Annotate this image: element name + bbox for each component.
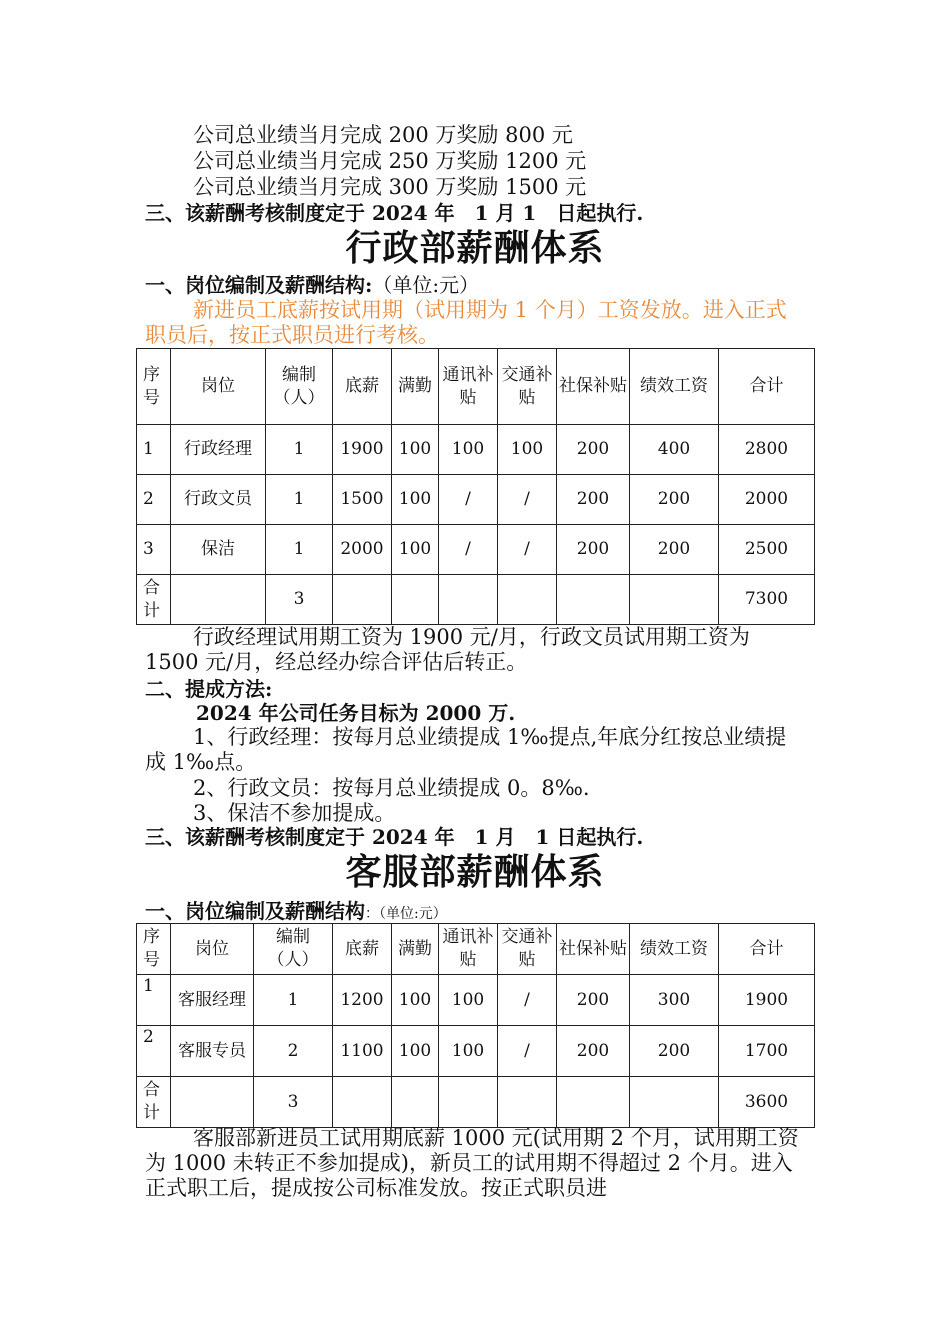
cs-title: 客服部薪酬体系 xyxy=(345,851,605,893)
table-cell: 200 xyxy=(630,1026,719,1077)
bonus-line-3: 公司总业绩当月完成 300 万奖励 1500 元 xyxy=(193,175,587,199)
admin-section1-label: 一、岗位编制及薪酬结构: xyxy=(145,273,373,297)
table-cell: 2 xyxy=(137,475,171,525)
table-cell: 7300 xyxy=(719,575,815,625)
header-cell: 交通补贴 xyxy=(498,349,557,425)
header-cell: 合计 xyxy=(719,349,815,425)
cs-section1-unit: ：（单位:元） xyxy=(365,906,447,922)
table-cell: 200 xyxy=(630,525,719,575)
table-cell: 行政经理 xyxy=(171,425,266,475)
table-cell: / xyxy=(498,975,557,1026)
admin-target: 2024 年公司任务目标为 2000 万. xyxy=(196,701,516,725)
table-cell: 200 xyxy=(557,425,630,475)
header-cell: 岗位 xyxy=(171,924,254,975)
header-cell: 绩效工资 xyxy=(630,924,719,975)
header-cell: 编制（人） xyxy=(266,349,333,425)
table-header-row xyxy=(137,349,815,425)
table-cell: 1700 xyxy=(719,1026,815,1077)
table-cell: 100 xyxy=(392,475,439,525)
header-cell: 岗位 xyxy=(171,349,266,425)
table-total-row xyxy=(137,1077,815,1128)
table-cell: / xyxy=(439,475,498,525)
header-cell: 满勤 xyxy=(392,924,439,975)
table-cell: / xyxy=(498,525,557,575)
admin-probation-paragraph: 行政经理试用期工资为 1900 元/月，行政文员试用期工资为 1500 元/月，经总经办综合评估后转正。 xyxy=(145,625,750,674)
table-total-row xyxy=(137,575,815,625)
table-cell xyxy=(557,1077,630,1128)
table-cell: / xyxy=(498,1026,557,1077)
header-cell: 底薪 xyxy=(333,924,392,975)
header-cell: 底薪 xyxy=(333,349,392,425)
header-cell: 社保补贴 xyxy=(557,924,630,975)
header-cell: 绩效工资 xyxy=(630,349,719,425)
table-cell xyxy=(392,575,439,625)
table-cell: 3 xyxy=(254,1077,333,1128)
table-cell: 1100 xyxy=(333,1026,392,1077)
table-header-row xyxy=(137,924,815,975)
table-cell xyxy=(392,1077,439,1128)
table-cell xyxy=(630,1077,719,1128)
table-cell: 1 xyxy=(266,425,333,475)
table-row xyxy=(137,1026,815,1077)
admin-salary-table xyxy=(136,348,815,625)
header-cell: 序号 xyxy=(137,349,171,425)
table-cell xyxy=(333,575,392,625)
table-row xyxy=(137,975,815,1026)
table-cell: 合计 xyxy=(137,575,171,625)
admin-section1-unit: （单位:元） xyxy=(372,273,480,297)
table-cell: 行政文员 xyxy=(171,475,266,525)
table-cell: 2800 xyxy=(719,425,815,475)
table-cell: 100 xyxy=(392,525,439,575)
table-cell: 2500 xyxy=(719,525,815,575)
table-cell: 保洁 xyxy=(171,525,266,575)
table-cell: 合计 xyxy=(137,1077,171,1128)
table-cell: 客服经理 xyxy=(171,975,254,1026)
table-cell: 2000 xyxy=(333,525,392,575)
table-cell: 100 xyxy=(439,425,498,475)
table-cell: 1 xyxy=(254,975,333,1026)
table-cell xyxy=(630,575,719,625)
table-cell: 客服专员 xyxy=(171,1026,254,1077)
table-cell: 100 xyxy=(392,425,439,475)
table-cell: 100 xyxy=(439,1026,498,1077)
table-cell xyxy=(498,1077,557,1128)
table-cell: 3 xyxy=(266,575,333,625)
admin-item-3: 3、保洁不参加提成。 xyxy=(193,801,396,825)
cs-probation-paragraph: 客服部新进员工试用期底薪 1000 元(试用期 2 个月，试用期工资为 1000 未转正不参加提成)，新员工的试用期不得超过 2 个月。进入正式职工后，提成按公司标准发放。按正式职员进 xyxy=(145,1126,799,1200)
table-cell: / xyxy=(498,475,557,525)
table-cell: 3600 xyxy=(719,1077,815,1128)
header-cell: 合计 xyxy=(719,924,815,975)
admin-section2-heading: 二、提成方法: xyxy=(145,677,273,701)
table-cell: 200 xyxy=(557,525,630,575)
bonus-line-2: 公司总业绩当月完成 250 万奖励 1200 元 xyxy=(193,149,587,173)
table-row xyxy=(137,425,815,475)
table-cell: 1 xyxy=(137,975,171,1026)
table-cell xyxy=(333,1077,392,1128)
table-cell: 100 xyxy=(392,1026,439,1077)
table-cell: 100 xyxy=(392,975,439,1026)
bonus-line-1: 公司总业绩当月完成 200 万奖励 800 元 xyxy=(193,123,573,147)
admin-section3-heading: 三、该薪酬考核制度定于 2024 年 1 月 1 日起执行. xyxy=(145,825,644,849)
header-cell: 交通补贴 xyxy=(498,924,557,975)
table-cell: 2 xyxy=(137,1026,171,1077)
table-cell: 1 xyxy=(266,525,333,575)
table-cell: 1 xyxy=(137,425,171,475)
table-cell: 1900 xyxy=(719,975,815,1026)
table-row xyxy=(137,475,815,525)
table-cell: 1200 xyxy=(333,975,392,1026)
table-row xyxy=(137,525,815,575)
table-cell: 200 xyxy=(630,475,719,525)
table-cell: 400 xyxy=(630,425,719,475)
table-cell: 200 xyxy=(557,1026,630,1077)
header-cell: 满勤 xyxy=(392,349,439,425)
header-cell: 社保补贴 xyxy=(557,349,630,425)
table-cell xyxy=(171,575,266,625)
admin-item-1: 1、行政经理：按每月总业绩提成 1‰提点,年底分红按总业绩提成 1‰点。 xyxy=(145,725,787,774)
admin-item-2: 2、行政文员：按每月总业绩提成 0。8‰. xyxy=(193,776,590,800)
table-cell xyxy=(439,575,498,625)
header-cell: 通讯补贴 xyxy=(439,349,498,425)
admin-title: 行政部薪酬体系 xyxy=(345,227,605,269)
table-cell: / xyxy=(439,525,498,575)
table-cell xyxy=(439,1077,498,1128)
cs-salary-table xyxy=(136,923,815,1128)
table-cell xyxy=(557,575,630,625)
table-cell: 1 xyxy=(266,475,333,525)
admin-note: 新进员工底薪按试用期（试用期为 1 个月）工资发放。进入正式职员后，按正式职员进行考核。 xyxy=(145,298,787,347)
admin-section1-heading xyxy=(145,272,479,298)
table-cell: 2 xyxy=(254,1026,333,1077)
header-cell: 序号 xyxy=(137,924,171,975)
table-cell: 200 xyxy=(557,475,630,525)
header-cell: 编制（人） xyxy=(254,924,333,975)
header-cell: 通讯补贴 xyxy=(439,924,498,975)
table-cell xyxy=(498,575,557,625)
table-cell: 2000 xyxy=(719,475,815,525)
table-cell: 300 xyxy=(630,975,719,1026)
top-exec-heading: 三、该薪酬考核制度定于 2024 年 1 月 1 日起执行. xyxy=(145,201,644,225)
table-cell: 100 xyxy=(439,975,498,1026)
table-cell: 100 xyxy=(498,425,557,475)
table-cell: 1900 xyxy=(333,425,392,475)
table-cell: 200 xyxy=(557,975,630,1026)
table-cell xyxy=(171,1077,254,1128)
table-cell: 1500 xyxy=(333,475,392,525)
cs-section1-label: 一、岗位编制及薪酬结构 xyxy=(145,899,365,923)
table-cell: 3 xyxy=(137,525,171,575)
